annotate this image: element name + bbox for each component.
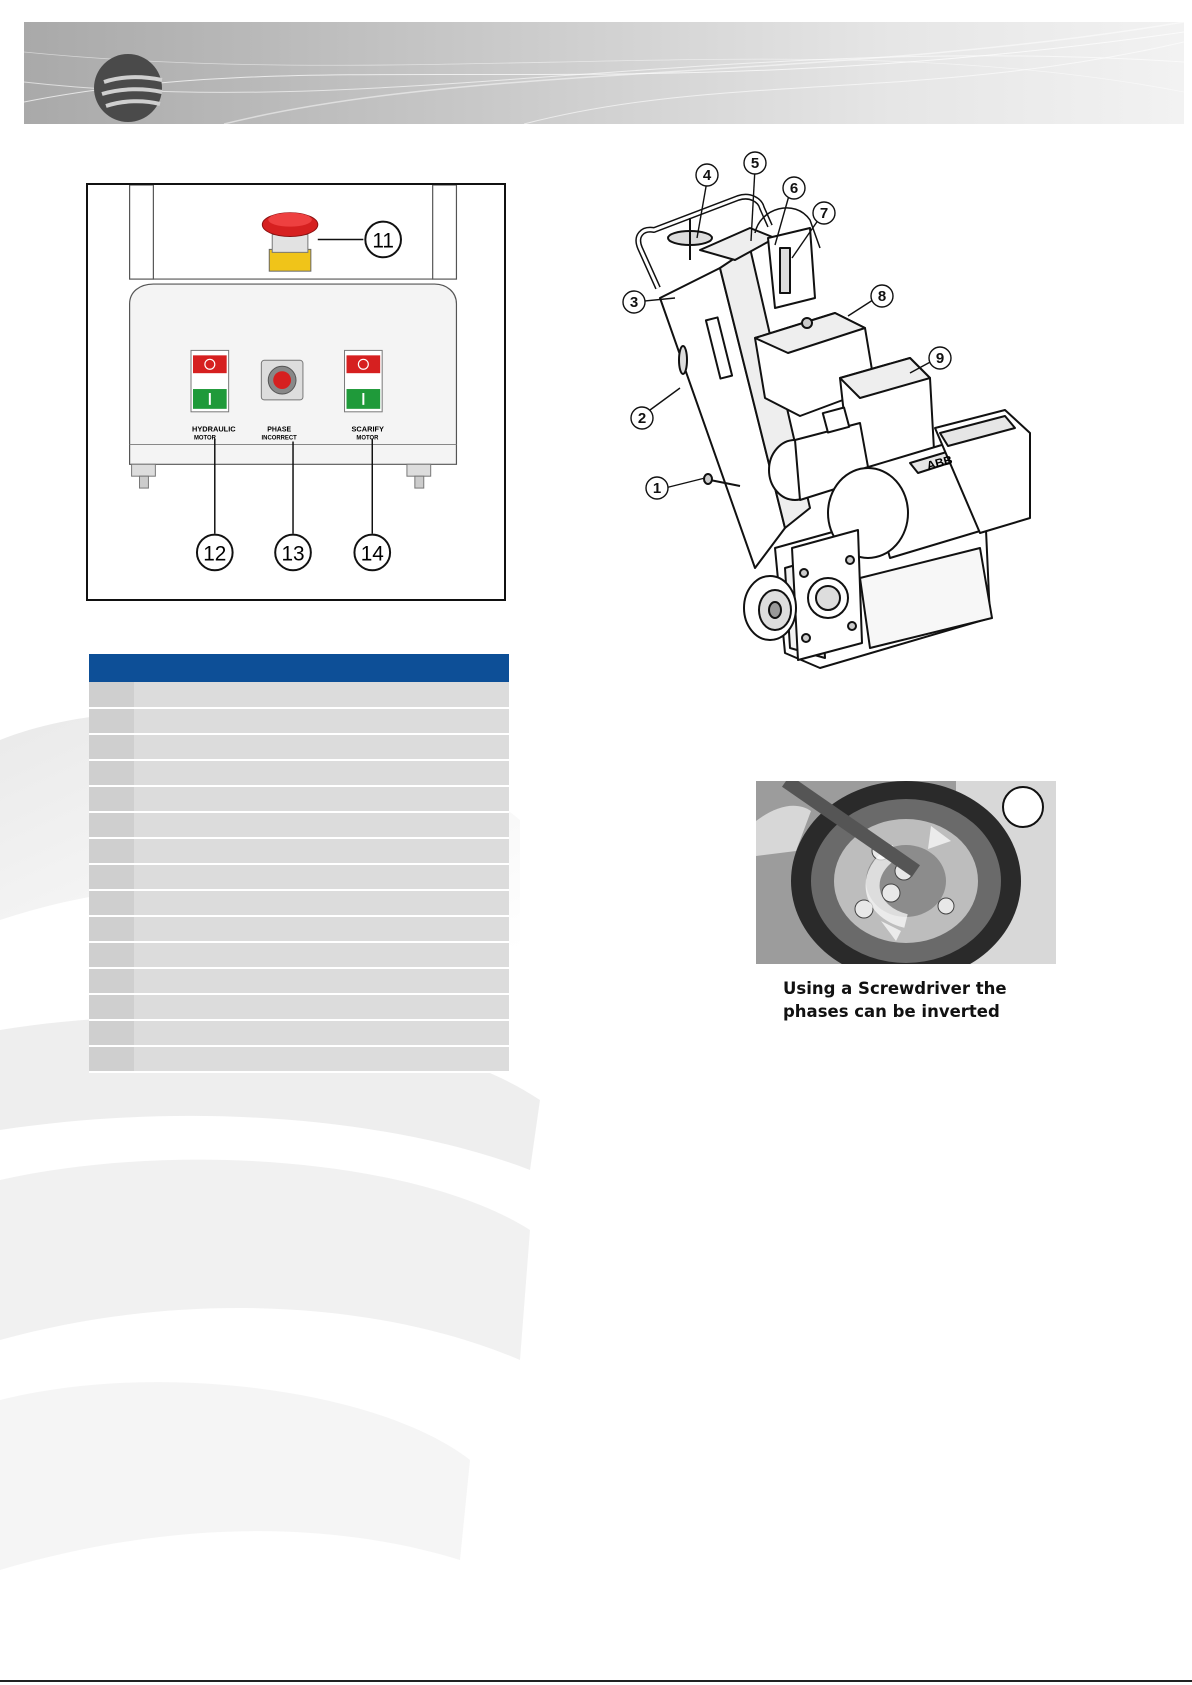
callout-9: 9 (935, 350, 945, 367)
callout-8: 8 (877, 288, 887, 305)
table-row (89, 1020, 509, 1046)
table-cell-description (134, 1020, 509, 1046)
table-row (89, 890, 509, 916)
phase-incorrect-indicator (261, 360, 303, 400)
table-cell-number (89, 760, 134, 786)
phase-inversion-photo (756, 781, 1056, 964)
callout-3: 3 (629, 294, 639, 311)
table-row (89, 942, 509, 968)
table-row (89, 1046, 509, 1072)
table-row (89, 812, 509, 838)
table-cell-description (134, 916, 509, 942)
table-cell-description (134, 890, 509, 916)
callout-1: 1 (652, 480, 662, 497)
table-cell-description (134, 708, 509, 734)
table-cell-number (89, 890, 134, 916)
callout-2: 2 (637, 410, 647, 427)
table-row (89, 760, 509, 786)
parts-table (89, 654, 509, 1073)
table-row (89, 708, 509, 734)
table-cell-number (89, 682, 134, 708)
table-row (89, 786, 509, 812)
machine-diagram (610, 148, 1080, 718)
callout-6: 6 (789, 180, 799, 197)
table-header-row (89, 654, 509, 682)
table-cell-description (134, 760, 509, 786)
table-cell-number (89, 994, 134, 1020)
table-cell-description (134, 968, 509, 994)
table-cell-description (134, 864, 509, 890)
label-hydraulic-motor-line1: HYDRAULIC (192, 424, 236, 434)
phase-inversion-caption (783, 977, 1063, 1023)
table-cell-description (134, 1046, 509, 1072)
label-scarify-motor-line1: SCARIFY (351, 424, 384, 434)
scarify-motor-switch (345, 350, 383, 411)
footer-rule (0, 1680, 1192, 1682)
callout-13: 13 (281, 542, 305, 566)
emergency-stop-icon (262, 213, 317, 271)
caption-line-1: Using a Screwdriver the (783, 979, 1007, 998)
table-row (89, 968, 509, 994)
table-cell-description (134, 838, 509, 864)
callout-11: 11 (372, 229, 394, 253)
table-row (89, 916, 509, 942)
table-cell-number (89, 968, 134, 994)
label-scarify-motor-line2: MOTOR (356, 435, 379, 442)
table-cell-number (89, 1046, 134, 1072)
table-row (89, 838, 509, 864)
table-cell-description (134, 994, 509, 1020)
table-cell-description (134, 734, 509, 760)
table-row (89, 682, 509, 708)
callout-4: 4 (702, 167, 712, 184)
table-cell-description (134, 786, 509, 812)
label-phase-line1: PHASE (267, 426, 292, 434)
callout-7: 7 (819, 205, 829, 222)
table-cell-number (89, 942, 134, 968)
header-wave-decoration (24, 22, 1184, 124)
table-row (89, 994, 509, 1020)
table-cell-number (89, 734, 134, 760)
motor-brand-label: ABB (925, 452, 954, 473)
hydraulic-motor-switch (191, 350, 229, 411)
table-cell-description (134, 942, 509, 968)
table-header-number (89, 654, 134, 682)
table-cell-number (89, 838, 134, 864)
table-row (89, 734, 509, 760)
table-cell-number (89, 1020, 134, 1046)
caption-line-2: phases can be inverted (783, 1002, 1000, 1021)
company-logo-icon (92, 52, 164, 124)
table-cell-number (89, 708, 134, 734)
table-cell-number (89, 916, 134, 942)
table-cell-number (89, 812, 134, 838)
table-row (89, 864, 509, 890)
table-cell-description (134, 812, 509, 838)
label-phase-line2: INCORRECT (261, 435, 297, 442)
callout-12: 12 (203, 542, 227, 566)
table-header-description (134, 654, 509, 682)
table-cell-number (89, 864, 134, 890)
table-cell-description (134, 682, 509, 708)
table-cell-number (89, 786, 134, 812)
page-header (24, 22, 1184, 124)
label-hydraulic-motor-line2: MOTOR (193, 435, 216, 442)
callout-5: 5 (750, 155, 760, 172)
callout-14: 14 (360, 542, 384, 566)
control-panel-diagram (86, 183, 506, 601)
